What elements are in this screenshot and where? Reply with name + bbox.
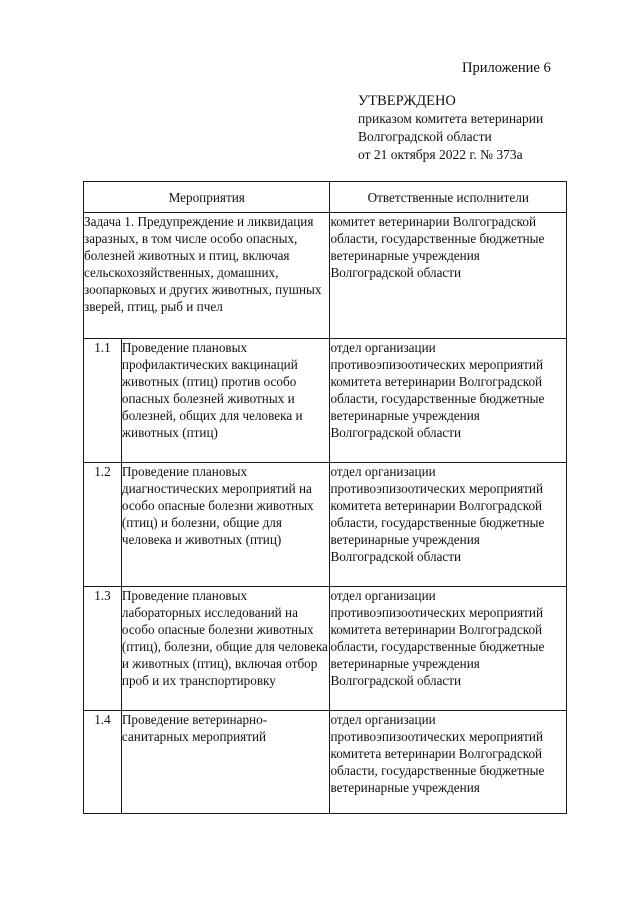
approval-order-date: от 21 октября 2022 г. № 373а: [358, 147, 523, 162]
table-header-row: [84, 182, 567, 213]
table-row: [84, 711, 567, 814]
responsible-text: отдел организации противоэпизоотических мероприятий комитета ветеринарии Волгоградской области, государственные бюджетные ветеринарные учреждения Волгоградской области: [330, 463, 567, 587]
table-row: [84, 463, 567, 587]
task-responsible: комитет ветеринарии Волгоградской области, государственные бюджетные ветеринарные учреждения Волгоградской области: [330, 213, 567, 339]
measure-text: Проведение плановых профилактических вакцинаций животных (птиц) против особо опасных болезней животных и болезней, общих для человека и животных (птиц): [121, 339, 330, 463]
approval-block: [358, 92, 543, 164]
approval-order-line: Волгоградской области: [358, 129, 492, 144]
measure-text: Проведение плановых диагностических мероприятий на особо опасные болезни животных (птиц) и болезни, общие для человека и животных (птиц): [121, 463, 330, 587]
approval-order-line: приказом комитета ветеринарии: [358, 111, 544, 126]
measure-text: Проведение ветеринарно-санитарных мероприятий: [121, 711, 330, 814]
measures-table: [83, 181, 567, 814]
appendix-label: Приложение 6: [462, 60, 551, 76]
responsible-text: отдел организации противоэпизоотических мероприятий комитета ветеринарии Волгоградской области, государственные бюджетные ветеринарные учреждения: [330, 711, 567, 814]
measure-text: Проведение плановых лабораторных исследований на особо опасные болезни животных (птиц), болезни, общие для человека и животных (птиц), включая отбор проб и их транспортировку: [121, 587, 330, 711]
task-text: Задача 1. Предупреждение и ликвидация заразных, в том числе особо опасных, болезней животных и птиц, включая сельскохозяйственных, домашних, зоопарковых и других животных, пушных зверей, птиц, рыб и пчел: [84, 213, 330, 339]
approval-title: УТВЕРЖДЕНО: [358, 93, 456, 109]
responsible-text: отдел организации противоэпизоотических мероприятий комитета ветеринарии Волгоградской области, государственные бюджетные ветеринарные учреждения Волгоградской области: [330, 587, 567, 711]
column-header-responsible: Ответственные исполнители: [330, 182, 567, 213]
row-number: 1.3: [84, 587, 122, 711]
row-number: 1.1: [84, 339, 122, 463]
responsible-text: отдел организации противоэпизоотических мероприятий комитета ветеринарии Волгоградской области, государственные бюджетные ветеринарные учреждения Волгоградской области: [330, 339, 567, 463]
task-row: [84, 213, 567, 339]
table-row: [84, 339, 567, 463]
row-number: 1.4: [84, 711, 122, 814]
table-row: [84, 587, 567, 711]
row-number: 1.2: [84, 463, 122, 587]
column-header-measures: Мероприятия: [84, 182, 330, 213]
